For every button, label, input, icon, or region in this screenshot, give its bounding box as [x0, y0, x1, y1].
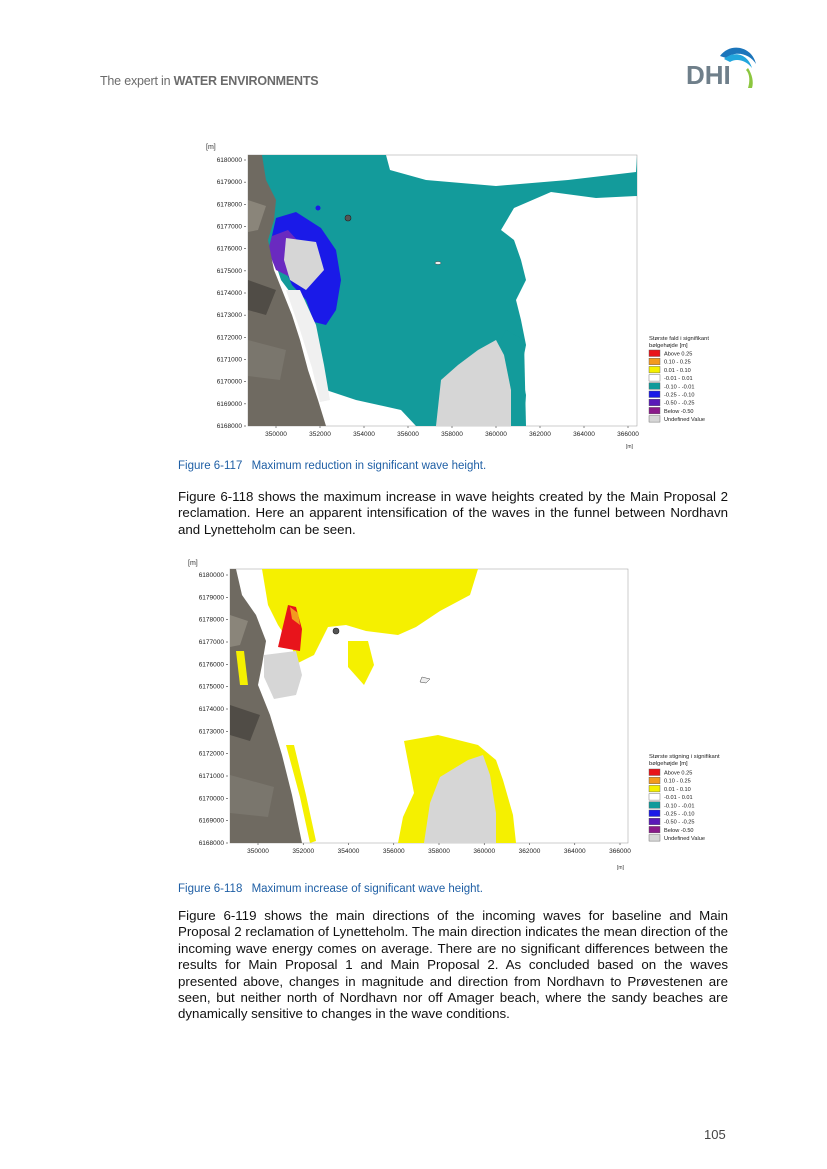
x-tick-label: 366000 — [609, 848, 631, 855]
y-axis-ticks — [217, 157, 246, 430]
caption-figure-6-118 — [178, 883, 483, 895]
y-tick-label: 6171000 — [216, 356, 242, 364]
x-tick-label: 350000 — [265, 431, 287, 438]
legend-swatch — [649, 777, 660, 784]
caption-number: Figure 6-118 — [178, 883, 243, 895]
legend-swatch — [649, 358, 660, 365]
y-unit-label: [m] — [206, 144, 216, 151]
y-tick-label: 6180000 — [198, 572, 224, 579]
legend-label: Below -0.50 — [664, 408, 694, 415]
y-tick-label: 6176000 — [216, 245, 242, 253]
legend-label: Undefined Value — [664, 417, 705, 424]
x-tick-label: 350000 — [247, 848, 269, 855]
legend-title-2: bølgehøjde [m] — [649, 343, 688, 349]
y-tick-label: 6176000 — [198, 661, 224, 669]
y-tick-label: 6172000 — [216, 334, 242, 342]
legend-swatch — [649, 826, 660, 833]
y-tick-label: 6172000 — [198, 750, 224, 758]
legend-label: -0.50 - -0.25 — [664, 819, 695, 826]
legend-label: -0.25 - -0.10 — [664, 811, 695, 818]
legend-label: -0.01 - 0.01 — [664, 795, 693, 802]
y-tick-label: 6174000 — [198, 706, 224, 713]
y-tick-label: 6177000 — [216, 223, 242, 231]
header-tagline — [100, 74, 318, 88]
y-tick-label: 6174000 — [216, 290, 242, 297]
legend-label: Above 0.25 — [664, 770, 693, 777]
x-axis-ticks — [265, 426, 639, 438]
legend-swatch — [649, 375, 660, 382]
x-tick-label: 358000 — [441, 431, 463, 438]
logo-text: DHI — [686, 60, 731, 90]
legend-swatch — [649, 407, 660, 414]
x-tick-label: 362000 — [529, 431, 551, 438]
dhi-logo — [686, 42, 760, 90]
legend-label: -0.25 - -0.10 — [664, 392, 695, 399]
y-tick-label: 6179000 — [198, 594, 224, 602]
legend-swatch — [649, 399, 660, 406]
legend-label: -0.50 - -0.25 — [664, 400, 695, 407]
paragraph-2: Figure 6-119 shows the main directions of the incoming waves for baseline and Main Proposal 2 reclamation of Lynetteholm. The main direction indicates the mean direction of the incoming wave energy comes on average. There are no significant differences between the results for Main Proposal 1 and Main Proposal 2. As concluded based on the waves presented above, changes in magnitude and direction from Nordhavn to Prøvestenen are seen, but neither north of Nordhavn nor off Amager beach, where the sandy beaches are dynamically sensitive to changes in the wave conditions. — [178, 908, 728, 1022]
caption-figure-6-117 — [178, 460, 486, 472]
map-area — [230, 569, 628, 843]
page-number: 105 — [704, 1127, 726, 1142]
caption-number: Figure 6-117 — [178, 460, 243, 472]
x-unit-label: [m] — [626, 444, 633, 450]
y-tick-label: 6173000 — [216, 312, 242, 320]
legend-swatch — [649, 810, 660, 817]
y-tick-label: 6178000 — [216, 201, 242, 209]
y-tick-label: 6180000 — [216, 157, 242, 164]
x-tick-label: 354000 — [353, 431, 375, 438]
y-tick-label: 6171000 — [198, 773, 224, 780]
caption-text: Maximum reduction in significant wave height. — [251, 460, 487, 472]
legend-label: Above 0.25 — [664, 351, 693, 358]
legend-label: Undefined Value — [664, 836, 705, 843]
x-tick-label: 352000 — [292, 848, 315, 855]
legend-swatch — [649, 366, 660, 373]
y-tick-label: 6175000 — [216, 267, 242, 275]
legend-swatch — [649, 785, 660, 792]
legend-swatch — [649, 818, 660, 825]
map-area — [248, 155, 637, 426]
y-axis-ticks — [199, 572, 228, 847]
legend-swatch — [649, 802, 660, 809]
x-tick-label: 366000 — [617, 431, 639, 438]
caption-text: Maximum increase of significant wave height. — [251, 883, 483, 895]
legend-swatch — [649, 416, 660, 423]
x-tick-label: 356000 — [397, 431, 419, 438]
legend-swatch — [649, 835, 660, 842]
legend-label: Below -0.50 — [664, 827, 694, 834]
legend-label: -0.10 - -0.01 — [664, 803, 695, 810]
figure-6-118-map — [178, 555, 733, 875]
y-tick-label: 6170000 — [198, 795, 224, 803]
legend-label: 0.10 - 0.25 — [664, 778, 691, 785]
tagline-bold: WATER ENVIRONMENTS — [173, 74, 319, 88]
legend — [649, 336, 709, 423]
legend-swatch — [649, 769, 660, 776]
legend-swatch — [649, 350, 660, 357]
x-tick-label: 360000 — [473, 848, 496, 855]
x-tick-label: 362000 — [518, 848, 541, 855]
y-tick-label: 6177000 — [198, 639, 224, 646]
tagline-prefix: The expert in — [100, 74, 171, 88]
y-tick-label: 6175000 — [198, 683, 224, 691]
x-tick-label: 354000 — [337, 848, 360, 855]
paragraph-1: Figure 6-118 shows the maximum increase in wave heights created by the Main Proposal 2 reclamation. Here an apparent intensification of the waves in the funnel between Nordhavn and Lynetteholm can be seen. — [178, 489, 728, 537]
legend-label: 0.01 - 0.10 — [664, 786, 691, 793]
x-tick-label: 358000 — [428, 848, 450, 855]
figure-6-117-map — [196, 140, 731, 452]
y-tick-label: 6168000 — [198, 840, 224, 847]
x-tick-label: 352000 — [309, 431, 331, 438]
legend-label: 0.01 - 0.10 — [664, 367, 691, 374]
legend-swatch — [649, 391, 660, 398]
y-tick-label: 6169000 — [216, 400, 242, 408]
x-tick-label: 360000 — [485, 431, 507, 438]
y-tick-label: 6169000 — [198, 817, 224, 825]
x-tick-label: 364000 — [563, 848, 586, 855]
legend-label: -0.01 - 0.01 — [664, 376, 693, 383]
legend-title-1: Største stigning i signifikant — [649, 754, 720, 760]
x-unit-label: [m] — [617, 865, 624, 871]
y-unit-label: [m] — [188, 560, 198, 567]
x-tick-label: 364000 — [573, 431, 595, 438]
legend-label: 0.10 - 0.25 — [664, 359, 691, 366]
legend-title-1: Største fald i signifikant — [649, 336, 709, 342]
x-tick-label: 356000 — [382, 848, 405, 855]
legend-label: -0.10 - -0.01 — [664, 384, 695, 391]
y-tick-label: 6170000 — [216, 378, 242, 386]
legend — [649, 754, 720, 842]
legend-swatch — [649, 794, 660, 801]
y-tick-label: 6179000 — [216, 179, 242, 187]
y-tick-label: 6173000 — [198, 728, 224, 736]
legend-title-2: bølgehøjde [m] — [649, 761, 688, 767]
x-axis-ticks — [247, 843, 631, 855]
y-tick-label: 6178000 — [198, 616, 224, 624]
y-tick-label: 6168000 — [216, 423, 242, 430]
legend-swatch — [649, 383, 660, 390]
